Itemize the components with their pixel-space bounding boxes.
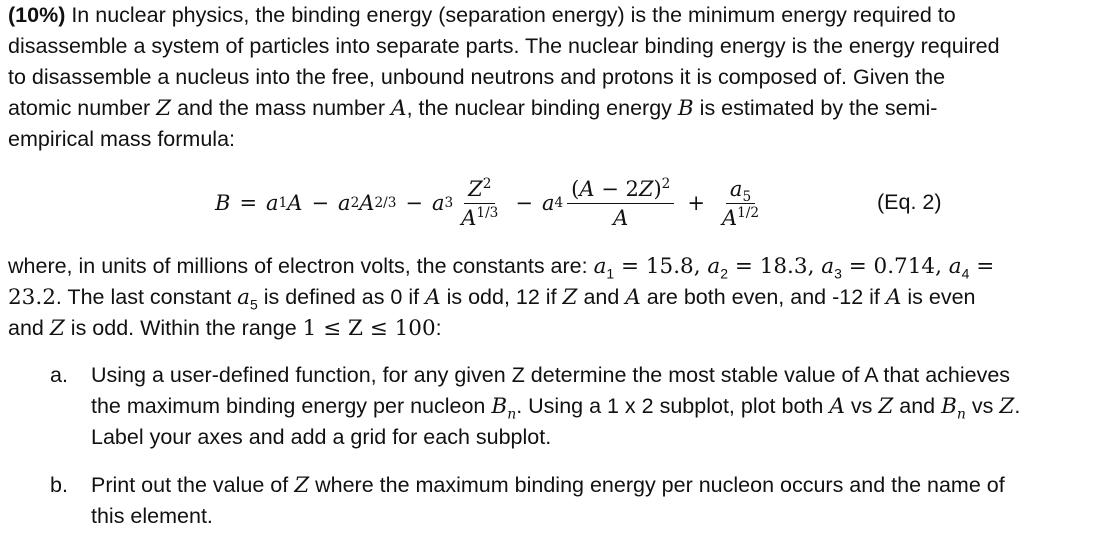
intro-paragraph: (10%) In nuclear physics, the binding energy (separation energy) is the minimum energy required to disassemble a system of particles into separate parts. The nuclear binding energy is the energy required to disassemble a nucleus into the free, unbound neutrons and protons it is composed of. Given the atomic number Z and the mass number A, the nuclear binding energy B is estimated by the semi-empirical mass formula: (8, 3, 1000, 151)
binding-energy-equation: B = a 1 A − a 2 A 2/3 − a 3 $\frac{Z^2}{A^{1/3}}$ − a 4 $\frac{(A - 2Z)^2}{A}$ + $\frac{a_5}{A^{1/2}}$ (215, 168, 767, 238)
equation-label: (Eq. 2) (877, 190, 942, 214)
list-item-b: b. Print out the value of Z where the maximum binding energy per nucleon occurs and the name of this element. (0, 470, 1060, 534)
list-item-a: a. Using a user-defined function, for any given Z determine the most stable value of A that achieves the maximum binding energy per nucleon $B_n$. Using a 1 x 2 subplot, plot both A vs Z and $B_n$ vs Z. Label your axes and add a grid for each subplot. (0, 360, 1060, 455)
pairing-fraction: $\frac{a_5}{A^{1/2}}$ (721, 176, 760, 230)
z-range: 1 ≤ Z ≤ 100 (302, 316, 436, 341)
z-squared-over-a-fraction: $\frac{Z^2}{A^{1/3}}$ (461, 175, 499, 230)
weight-label: (10%) (8, 3, 66, 27)
constants-paragraph: where, in units of millions of electron volts, the constants are: $a_1 = 15.8$, $a_2 = 18.3$, $a_3 = 0.714$, $a_4 = 23.2$. The last constant $a_5$ is defined as 0 if A is odd, 12 if Z and A are both even, and -12 if A is even and Z is odd. Within the range 1 ≤ Z ≤ 100: (8, 254, 995, 341)
list-marker: a. (50, 363, 68, 387)
list-marker: b. (50, 473, 68, 497)
asymmetry-fraction: $\frac{(A - 2Z)^2}{A}$ (567, 177, 674, 230)
